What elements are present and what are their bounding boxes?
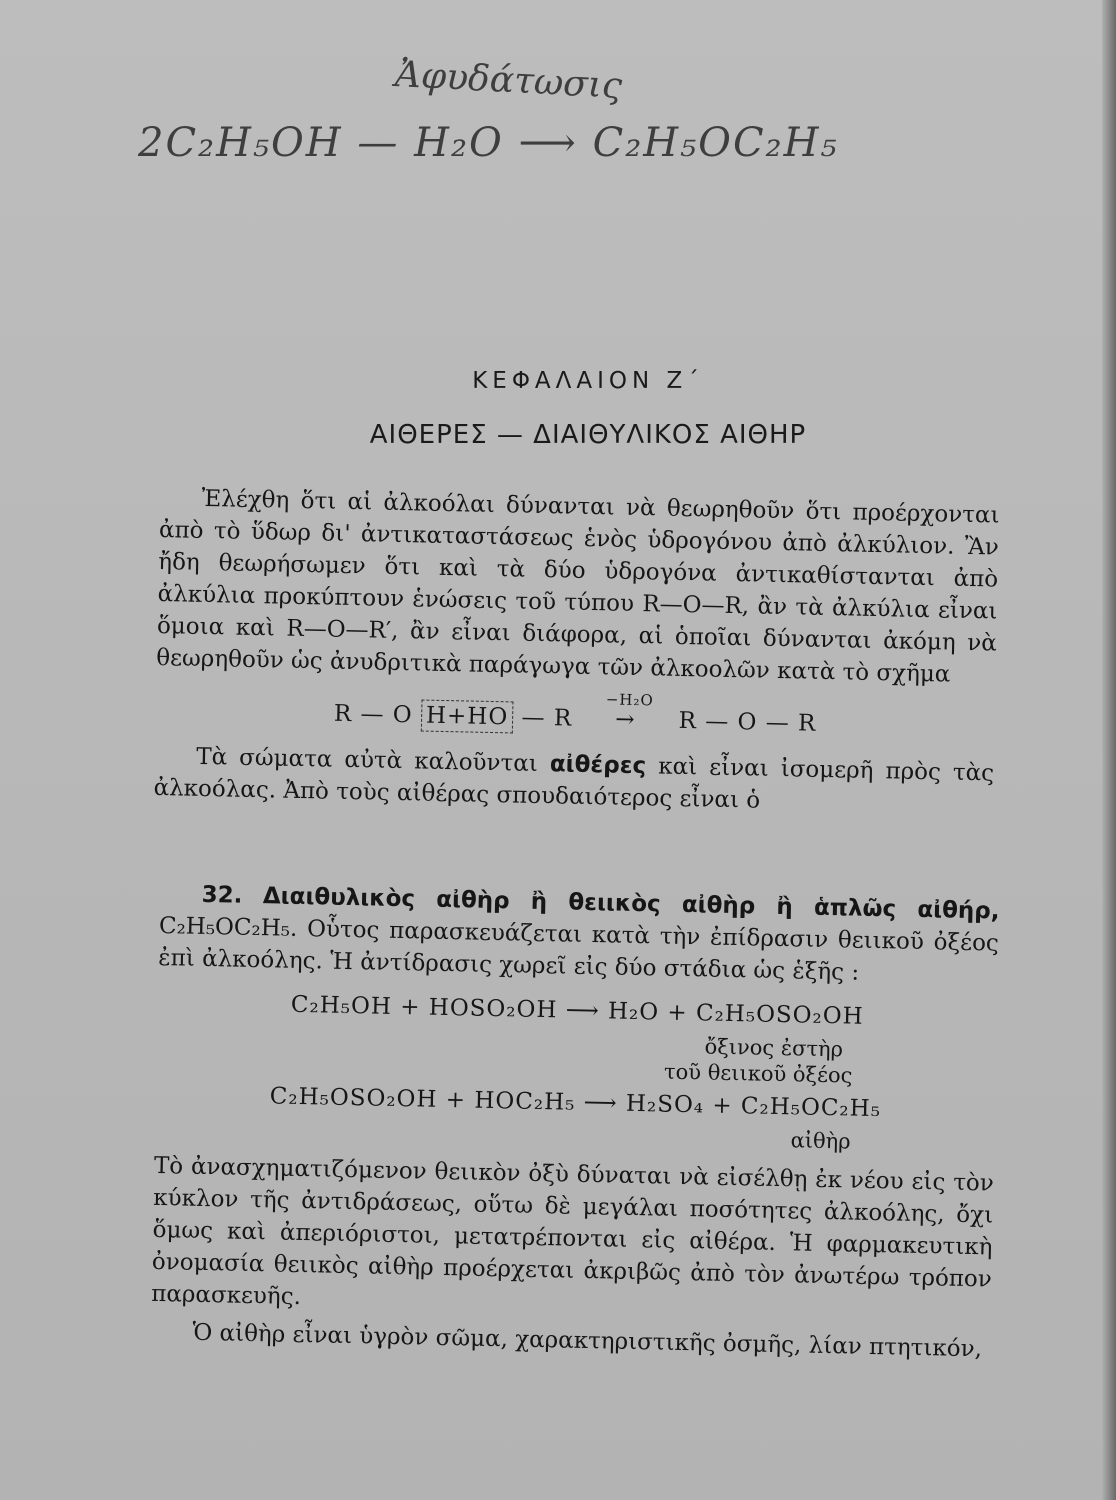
ethers-text-1: Τὰ σώματα αὐτὰ καλοῦνται: [195, 743, 539, 777]
ethers-term: αἰθέρες: [549, 751, 647, 780]
scheme-right: R — O — R: [678, 707, 817, 737]
scheme-water-box: H+HO: [421, 700, 514, 734]
section-title: Διαιθυλικὸς αἰθὴρ ἢ θειικὸς αἰθὴρ ἢ ἁπλῶς αἰθήρ,: [262, 883, 1000, 925]
reaction-2-product-label: αἰθὴρ: [790, 1128, 851, 1154]
ether-scheme: [155, 690, 995, 744]
ethers-definition: [153, 740, 994, 822]
reaction-1: C₂H₅OH + HOSO₂OH ⟶ H₂O + C₂H₅OSO₂OH: [290, 991, 864, 1030]
chapter-title: ΑΙΘΕΡΕΣ — ΔΙΑΙΘΥΛΙΚΟΣ ΑΙΘΗΡ: [369, 420, 807, 450]
reaction-1-product-label: ὄξινος ἐστὴρ: [704, 1034, 844, 1062]
handwritten-label: Ἀφυδάτωσις: [394, 54, 624, 107]
closing-paragraph-1: Τὸ ἀνασχηματιζόμενον θειικὸν ὀξὺ δύναται νὰ εἰσέλθῃ ἐκ νέου εἰς τὸν κύκλον τῆς ἀντιδράσεως, οὕτω δὲ μεγάλαι ποσότητες ἀλκοόλης, ὄχι ὅμως καὶ ἀπεριόριστοι, μετατρέπονται εἰς αἰθέρα. Ἡ φαρμακευτικὴ ὀνομασία θειικὸς αἰθὴρ προέρχεται ἀκριβῶς ἀπὸ τὸν ἀνωτέρω τρόπον παρασκευῆς.: [151, 1152, 995, 1311]
ethers-text-2: καὶ εἶναι ἰσομερῆ πρὸς τὰς ἀλκοόλας. Ἀπὸ τοὺς αἰθέρας σπουδαιότερος εἶναι ὁ: [153, 753, 995, 814]
scheme-mid: — R: [521, 704, 573, 732]
scheme-condition: −H₂O: [605, 690, 654, 710]
section-text: Οὗτος παρασκευάζεται κατὰ τὴν ἐπίδρασιν θειικοῦ ὀξέος ἐπὶ ἀλκοόλης. Ἡ ἀντίδρασις χωρεῖ εἰς δύο στάδια ὡς ἑξῆς :: [158, 916, 1000, 986]
scheme-arrow: →: [614, 706, 636, 734]
intro-block: [153, 482, 1000, 822]
reaction-2: C₂H₅OSO₂OH + HOC₂H₅ ⟶ H₂SO₄ + C₂H₅OC₂H₅: [269, 1083, 882, 1123]
section-number: 32.: [201, 881, 243, 909]
section-32: [150, 878, 1000, 1365]
page-edge-shadow: [1102, 0, 1116, 1500]
scheme-left: R — O: [333, 700, 413, 729]
section-heading-paragraph: [158, 878, 1000, 992]
handwritten-equation: 2C₂H₅OH — H₂O ⟶ C₂H₅OC₂H₅: [138, 120, 839, 166]
reaction-1-product-label-2: τοῦ θειικοῦ ὀξέος: [663, 1059, 853, 1088]
chapter-label: ΚΕΦΑΛΑΙΟΝ Ζ΄: [472, 368, 704, 394]
closing-paragraph-2: Ὁ αἰθὴρ εἶναι ὑγρὸν σῶμα, χαρακτηριστικῆς ὀσμῆς, λίαν πτητικόν,: [192, 1319, 983, 1363]
section-formula: C₂H₅OC₂H₅.: [158, 912, 298, 942]
intro-paragraph: Ἐλέχθη ὅτι αἱ ἀλκοόλαι δύνανται νὰ θεωρηθοῦν ὅτι προέρχονται ἀπὸ τὸ ὕδωρ δι' ἀντικαταστάσεως ἑνὸς ὑδρογόνου ἀπὸ ἀλκύλιον. Ἂν ἤδη θεωρήσωμεν ὅτι καὶ τὰ δύο ὑδρογόνα ἀντικαθίστανται ἀπὸ ἀλκύλια προκύπτουν ἑνώσεις τοῦ τύπου R—O—R, ἂν τὰ ἀλκύλια εἶναι ὅμοια καὶ R—O—R′, ἂν εἶναι διάφορα, αἱ ὁποῖαι δύνανται ἀκόμη νὰ θεωρηθοῦν ὡς ἀνυδριτικὰ παράγωγα τῶν ἀλκοολῶν κατὰ τὸ σχῆμα: [156, 485, 1000, 688]
